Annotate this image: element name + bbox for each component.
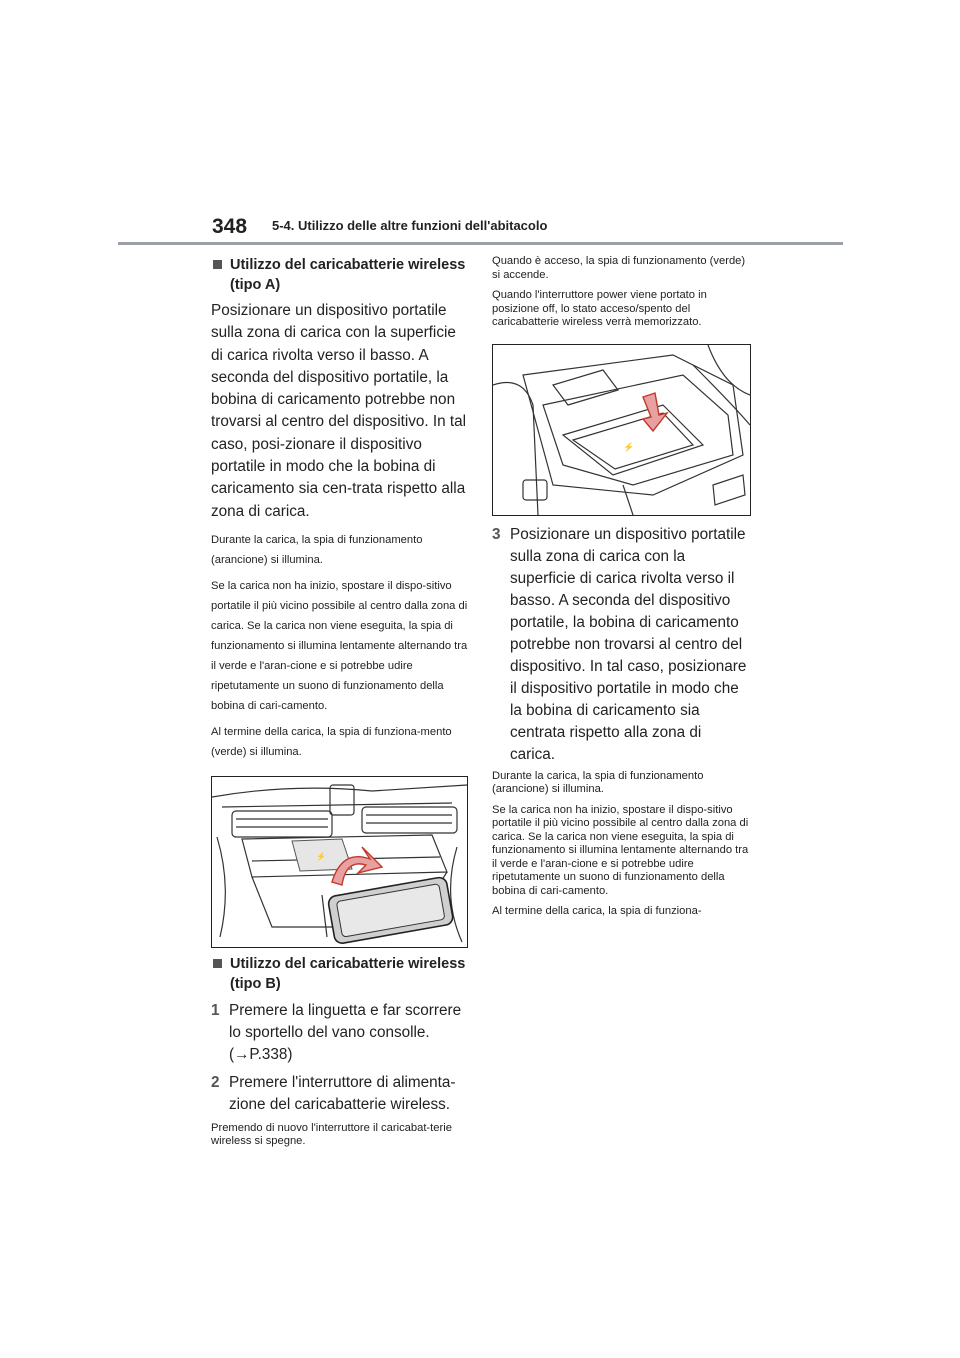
red-arrow-icon — [643, 393, 667, 431]
step-3-text: Posizionare un dispositivo portatile sulla zona di carica con la superficie di carica rivolta verso il basso. A seconda del dispositivo portatile, la bobina di caricamento potrebbe non trovarsi al centro del dispositivo. In tal caso, posizionare il dispositivo portatile in modo che la bobina di caricamento sia centrata rispetto alla zona di carica. — [510, 525, 747, 763]
step-1-reference[interactable]: (→P.338) — [229, 1045, 293, 1063]
page-number: 348 — [212, 215, 248, 238]
note-switch-off: Premendo di nuovo l'interruttore il caricabat-terie wireless si spegne. — [211, 1121, 452, 1148]
step-2 — [211, 1072, 468, 1116]
square-bullet-icon — [213, 959, 222, 968]
note-charging-not-started-b: Se la carica non ha inizio, spostare il dispo-sitivo portatile il più vicino possibile al centro dalla zona di carica. Se la carica non viene eseguita, la spia di funzionamento si illumina lentamente alternando tra il verde e l'aran-cione e si potrebbe udire ripetutamente un suono di funzionamento della bobina di cari-camento. — [492, 803, 749, 897]
heading-type-a — [211, 255, 468, 295]
step-2-number: 2 — [211, 1073, 220, 1091]
header-rule — [118, 242, 843, 245]
step-1-content — [229, 1000, 468, 1066]
step-3 — [492, 524, 750, 766]
section-title: 5-4. Utilizzo delle altre funzioni dell'abitacolo — [272, 218, 548, 233]
step-1-text: Premere la linguetta e far scorrere lo sportello del vano consolle. — [229, 1001, 462, 1041]
console-wireless-charger-illustration — [493, 345, 750, 515]
step-1-number: 1 — [211, 1001, 220, 1019]
figure-type-b — [492, 344, 751, 516]
note-charging-orange: Durante la carica, la spia di funzionamento (arancione) si illumina. — [211, 533, 423, 566]
svg-text:⚡: ⚡ — [316, 851, 326, 861]
note-charging-complete-b: Al termine della carica, la spia di funziona- — [492, 905, 702, 917]
right-column — [492, 255, 750, 926]
heading-type-b — [211, 954, 468, 994]
note-charging-orange-b: Durante la carica, la spia di funzionamento (arancione) si illumina. — [492, 769, 704, 795]
note-charging-complete: Al termine della carica, la spia di funziona-mento (verde) si illumina. — [211, 725, 452, 758]
step-3-number: 3 — [492, 525, 501, 543]
note-state-memorized: Quando l'interruttore power viene portato in posizione off, lo stato acceso/spento del caricabatterie wireless verrà memorizzato. — [492, 289, 707, 328]
note-charging-not-started: Se la carica non ha inizio, spostare il dispo-sitivo portatile il più vicino possibile al centro dalla zona di carica. Se la carica non viene eseguita, la spia di funzionamento si illumina lentamente alternando tra il verde e l'aran-cione e si potrebbe udire ripetutamente un suono di funzionamento della bobina di cari-camento. — [211, 579, 468, 712]
heading-type-b-text: Utilizzo del caricabatterie wireless (tipo B) — [230, 955, 466, 992]
square-bullet-icon — [213, 260, 222, 269]
figure-type-a — [211, 776, 468, 948]
step-1 — [211, 1000, 468, 1066]
step-2-text: Premere l'interruttore di alimenta-zione del caricabatterie wireless. — [229, 1073, 456, 1113]
heading-type-a-text: Utilizzo del caricabatterie wireless (tipo A) — [230, 257, 466, 293]
svg-text:⚡: ⚡ — [623, 441, 635, 452]
note-power-on: Quando è acceso, la spia di funzionamento (verde) si accende. — [492, 255, 746, 281]
paragraph-type-a: Posizionare un dispositivo portatile sulla zona di carica con la superficie di carica rivolta verso il basso. A seconda del dispositivo portatile, la bobina di caricamento potrebbe non trovarsi al centro del dispositivo. In tal caso, posi-zionare il dispositivo portatile in modo che la bobina di caricamento sia cen-trata rispetto alla zona di carica. — [211, 302, 467, 520]
dashboard-wireless-charger-illustration — [212, 777, 467, 947]
left-column — [211, 255, 468, 1156]
